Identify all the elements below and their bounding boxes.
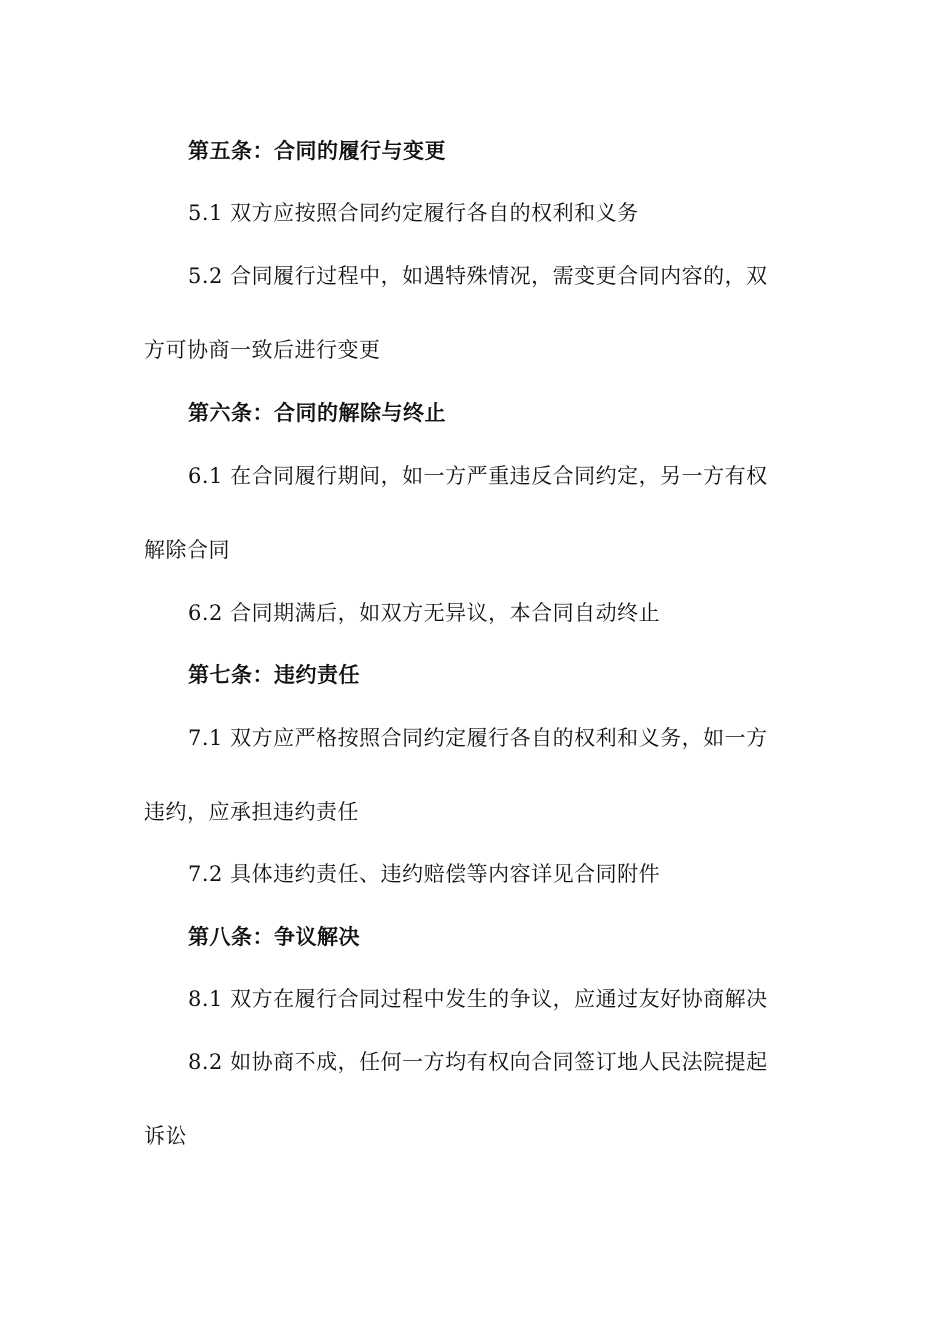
section-heading: 第七条：违约责任 [188, 663, 360, 687]
clause-text: 6.1 在合同履行期间，如一方严重违反合同约定，另一方有权 [188, 464, 768, 488]
clause-text: 6.2 合同期满后，如双方无异议，本合同自动终止 [188, 601, 661, 625]
clause-text: 5.2 合同履行过程中，如遇特殊情况，需变更合同内容的，双 [188, 264, 768, 288]
clause-text-continuation: 违约，应承担违约责任 [144, 800, 359, 824]
section-heading: 第五条：合同的履行与变更 [188, 139, 446, 163]
clause-text-continuation: 解除合同 [144, 538, 230, 562]
section-heading: 第八条：争议解决 [188, 925, 360, 949]
clause-text-continuation: 方可协商一致后进行变更 [144, 338, 381, 362]
clause-text: 7.1 双方应严格按照合同约定履行各自的权利和义务，如一方 [188, 726, 768, 750]
clause-text-continuation: 诉讼 [144, 1124, 187, 1148]
clause-text: 8.1 双方在履行合同过程中发生的争议，应通过友好协商解决 [188, 987, 768, 1011]
clause-text: 5.1 双方应按照合同约定履行各自的权利和义务 [188, 201, 639, 225]
clause-text: 8.2 如协商不成，任何一方均有权向合同签订地人民法院提起 [188, 1050, 768, 1074]
section-heading: 第六条：合同的解除与终止 [188, 401, 446, 425]
clause-text: 7.2 具体违约责任、违约赔偿等内容详见合同附件 [188, 862, 661, 886]
